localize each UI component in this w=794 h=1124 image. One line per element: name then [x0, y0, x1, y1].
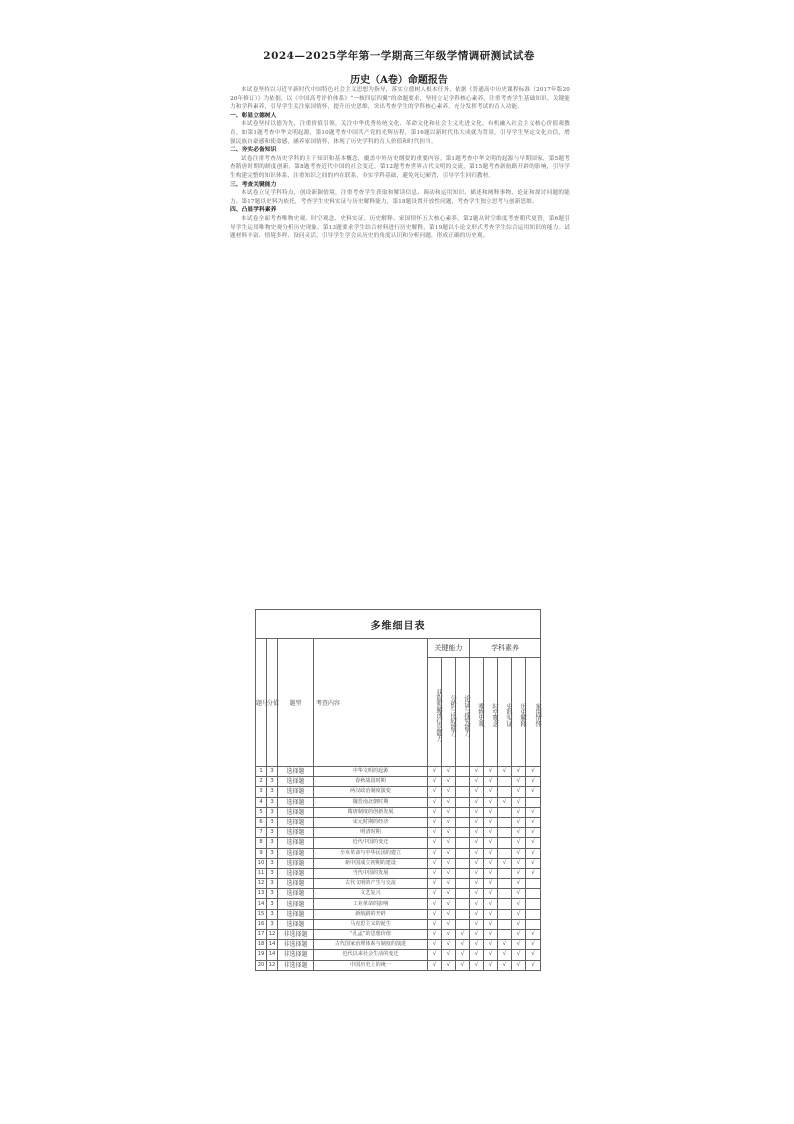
cell-content: 文艺复兴 — [314, 889, 428, 899]
table-row — [256, 930, 541, 940]
cell-check: √ — [470, 909, 484, 919]
cell-content: 明清时期 — [314, 828, 428, 838]
cell-check: √ — [512, 950, 526, 960]
cell-check: √ — [484, 797, 498, 807]
cell-check: √ — [512, 899, 526, 909]
cell-score: 3 — [267, 828, 278, 838]
cell-score: 14 — [267, 950, 278, 960]
cell-check — [498, 899, 512, 909]
cell-num: 13 — [256, 889, 267, 899]
cell-num: 5 — [256, 807, 267, 817]
cell-score: 3 — [267, 838, 278, 848]
header-group-literacy: 学科素养 — [470, 639, 541, 658]
header-ability-1: 获取和解读信息能力 — [428, 658, 442, 767]
cell-check — [456, 797, 470, 807]
cell-check: √ — [484, 848, 498, 858]
cell-check: √ — [484, 960, 498, 970]
cell-check: √ — [484, 950, 498, 960]
cell-content: 工业革命的影响 — [314, 899, 428, 909]
cell-check — [456, 889, 470, 899]
cell-check — [498, 889, 512, 899]
cell-check: √ — [512, 919, 526, 929]
table-caption: 多维细目表 — [256, 610, 541, 639]
cell-score: 3 — [267, 919, 278, 929]
cell-num: 4 — [256, 797, 267, 807]
cell-type: 选择题 — [278, 767, 314, 777]
cell-check: √ — [442, 787, 456, 797]
table-row — [256, 828, 541, 838]
table-row — [256, 817, 541, 827]
cell-check: √ — [470, 950, 484, 960]
cell-check: √ — [512, 889, 526, 899]
cell-check — [456, 899, 470, 909]
cell-check — [456, 777, 470, 787]
cell-check — [456, 838, 470, 848]
cell-check: √ — [498, 797, 512, 807]
cell-check — [498, 848, 512, 858]
cell-check: √ — [512, 817, 526, 827]
cell-check: √ — [526, 848, 541, 858]
cell-check: √ — [512, 838, 526, 848]
header-score: 分值 — [267, 639, 278, 767]
header-group-ability: 关键能力 — [428, 639, 470, 658]
cell-check: √ — [428, 909, 442, 919]
paper-title: 2024—2025学年第一学期高三年级学情调研测试试卷 — [263, 50, 535, 62]
table-row — [256, 848, 541, 858]
cell-content: 古代国家治理体系与制度的演进 — [314, 940, 428, 950]
cell-content: 马克思主义的诞生 — [314, 919, 428, 929]
cell-check: √ — [428, 889, 442, 899]
table-row — [256, 899, 541, 909]
cell-content: 近代中国的变迁 — [314, 838, 428, 848]
cell-check: √ — [526, 868, 541, 878]
cell-content: 辛亥革命与中华民国的建立 — [314, 848, 428, 858]
cell-check: √ — [512, 930, 526, 940]
cell-score: 12 — [267, 930, 278, 940]
cell-score: 3 — [267, 879, 278, 889]
cell-num: 1 — [256, 767, 267, 777]
table-row — [256, 940, 541, 950]
cell-check — [456, 919, 470, 929]
cell-check: √ — [484, 930, 498, 940]
header-literacy-3: 史料实证 — [498, 658, 512, 767]
cell-check: √ — [484, 919, 498, 929]
cell-check: √ — [526, 767, 541, 777]
cell-check: √ — [428, 817, 442, 827]
cell-check — [456, 787, 470, 797]
cell-check: √ — [498, 960, 512, 970]
cell-score: 3 — [267, 807, 278, 817]
table-row — [256, 909, 541, 919]
header-literacy-2: 时空观念 — [484, 658, 498, 767]
cell-content: 中华文明的起源 — [314, 767, 428, 777]
cell-content: 新航路的开辟 — [314, 909, 428, 919]
cell-num: 16 — [256, 919, 267, 929]
cell-check — [526, 879, 541, 889]
cell-score: 3 — [267, 787, 278, 797]
cell-check: √ — [526, 858, 541, 868]
cell-check: √ — [442, 940, 456, 950]
cell-content: 当代中国的发展 — [314, 868, 428, 878]
table-row — [256, 889, 541, 899]
cell-check: √ — [526, 930, 541, 940]
table-row — [256, 919, 541, 929]
cell-check: √ — [484, 787, 498, 797]
table-row — [256, 858, 541, 868]
cell-check: √ — [484, 777, 498, 787]
cell-content: 新中国成立初期的建设 — [314, 858, 428, 868]
cell-check: √ — [470, 817, 484, 827]
cell-score: 3 — [267, 767, 278, 777]
cell-check: √ — [512, 879, 526, 889]
cell-check — [456, 909, 470, 919]
section-heading: 三、考查关键能力 — [230, 181, 277, 188]
cell-num: 11 — [256, 868, 267, 878]
cell-score: 3 — [267, 889, 278, 899]
table-row — [256, 960, 541, 970]
report-paragraph: 本试卷立足学科特点，创设新颖情境，注重考查学生获取和解读信息、调动和运用知识、描述和阐释事物、论证和探讨问题的能力。第17题以史料为依托，考查学生史料实证与历史解释能力，第18题设置开放性问题，考查学生独立思考与创新思维。 — [230, 190, 570, 205]
table-row — [256, 868, 541, 878]
detail-table-container — [255, 609, 540, 984]
cell-check: √ — [442, 879, 456, 889]
cell-check: √ — [428, 940, 442, 950]
cell-check — [456, 848, 470, 858]
cell-check — [456, 858, 470, 868]
cell-score: 3 — [267, 909, 278, 919]
cell-check: √ — [512, 858, 526, 868]
cell-check — [498, 807, 512, 817]
table-row — [256, 950, 541, 960]
cell-check: √ — [428, 828, 442, 838]
cell-check: √ — [484, 940, 498, 950]
cell-type: 选择题 — [278, 858, 314, 868]
cell-type: 选择题 — [278, 919, 314, 929]
cell-check — [498, 777, 512, 787]
multi-dimension-table — [255, 609, 541, 971]
header-content: 考查内容 — [314, 639, 428, 767]
cell-check: √ — [512, 868, 526, 878]
cell-check: √ — [526, 950, 541, 960]
cell-check: √ — [428, 767, 442, 777]
cell-num: 10 — [256, 858, 267, 868]
cell-check — [498, 838, 512, 848]
report-paragraph: 本试卷全面考查唯物史观、时空观念、史料实证、历史解释、家国情怀五大核心素养。第2题从时空维度考查朝代更替，第6题引导学生运用唯物史观分析历史现象，第13题要求学生结合材料进行历史解释，第19题以小论文形式考查学生综合运用知识的能力。试题材料丰富、情境多样、设问灵活，引导学生学会从历史的角度认识和分析问题，形成正确的历史观。 — [230, 215, 570, 240]
header-ability-3: 论证与探究能力 — [456, 658, 470, 767]
cell-type: 选择题 — [278, 787, 314, 797]
cell-check — [456, 879, 470, 889]
cell-check: √ — [470, 767, 484, 777]
header-literacy-5: 家国情怀 — [526, 658, 541, 767]
cell-type: 非选择题 — [278, 940, 314, 950]
section-heading: 二、夯实必备知识 — [230, 147, 277, 154]
cell-type: 选择题 — [278, 817, 314, 827]
cell-check: √ — [442, 817, 456, 827]
cell-check: √ — [428, 807, 442, 817]
cell-check: √ — [442, 777, 456, 787]
cell-check — [526, 909, 541, 919]
cell-type: 选择题 — [278, 899, 314, 909]
cell-num: 7 — [256, 828, 267, 838]
cell-num: 19 — [256, 950, 267, 960]
cell-type: 选择题 — [278, 838, 314, 848]
cell-check — [498, 930, 512, 940]
cell-check: √ — [442, 950, 456, 960]
cell-check: √ — [512, 909, 526, 919]
cell-check: √ — [442, 868, 456, 878]
cell-check: √ — [512, 828, 526, 838]
cell-type: 选择题 — [278, 848, 314, 858]
cell-check: √ — [442, 858, 456, 868]
cell-check: √ — [470, 787, 484, 797]
cell-check — [526, 889, 541, 899]
cell-check — [456, 817, 470, 827]
cell-check: √ — [484, 828, 498, 838]
cell-type: 选择题 — [278, 828, 314, 838]
cell-check: √ — [484, 899, 498, 909]
cell-content: 中国历史上的统一 — [314, 960, 428, 970]
cell-check: √ — [442, 807, 456, 817]
cell-check — [526, 919, 541, 929]
cell-type: 选择题 — [278, 777, 314, 787]
report-subtitle: 历史（A卷）命题报告 — [350, 75, 448, 86]
cell-content: 古代文明的产生与交流 — [314, 879, 428, 889]
cell-type: 选择题 — [278, 879, 314, 889]
table-row — [256, 787, 541, 797]
table-row — [256, 838, 541, 848]
cell-check: √ — [442, 797, 456, 807]
cell-check: √ — [456, 960, 470, 970]
cell-check — [498, 817, 512, 827]
cell-content: 近代以来社会生活的变迁 — [314, 950, 428, 960]
cell-check — [456, 767, 470, 777]
cell-check — [498, 879, 512, 889]
cell-check — [498, 787, 512, 797]
cell-check — [498, 868, 512, 878]
cell-check: √ — [456, 950, 470, 960]
cell-check — [456, 828, 470, 838]
cell-check: √ — [512, 807, 526, 817]
cell-check: √ — [470, 828, 484, 838]
cell-content: 隋唐制度的创新发展 — [314, 807, 428, 817]
cell-check: √ — [442, 899, 456, 909]
cell-type: 选择题 — [278, 889, 314, 899]
cell-check: √ — [512, 960, 526, 970]
cell-check: √ — [470, 848, 484, 858]
cell-content: 魏晋南北朝时期 — [314, 797, 428, 807]
cell-check: √ — [442, 889, 456, 899]
cell-check: √ — [484, 889, 498, 899]
cell-check: √ — [498, 858, 512, 868]
cell-check: √ — [442, 960, 456, 970]
cell-check: √ — [442, 848, 456, 858]
cell-num: 3 — [256, 787, 267, 797]
cell-num: 20 — [256, 960, 267, 970]
cell-check: √ — [428, 879, 442, 889]
cell-check: √ — [428, 930, 442, 940]
section-heading: 一、彰显立德树人 — [230, 112, 277, 119]
cell-check: √ — [512, 767, 526, 777]
cell-check: √ — [428, 960, 442, 970]
cell-check — [498, 919, 512, 929]
table-row — [256, 777, 541, 787]
cell-check — [456, 868, 470, 878]
cell-check: √ — [470, 777, 484, 787]
cell-content: “孔孟”的思想价值 — [314, 930, 428, 940]
report-paragraph: 本试卷坚持以德为先，注重价值引领，关注中华优秀传统文化、革命文化和社会主义先进文化，有机融入社会主义核心价值观教育。如第1题考查中华文明起源，第10题考查中国共产党的光辉历程，第16题以新时代伟大成就为背景，引导学生坚定文化自信，增强民族自豪感和使命感，涵养家国情怀，体现了历史学科的育人价值和时代担当。 — [230, 121, 570, 145]
header-literacy-1: 唯物史观 — [470, 658, 484, 767]
cell-check: √ — [470, 858, 484, 868]
cell-type: 非选择题 — [278, 960, 314, 970]
header-type: 题型 — [278, 639, 314, 767]
cell-check: √ — [428, 777, 442, 787]
cell-type: 选择题 — [278, 807, 314, 817]
cell-check — [498, 828, 512, 838]
cell-check: √ — [428, 899, 442, 909]
cell-check: √ — [456, 930, 470, 940]
cell-check: √ — [428, 797, 442, 807]
cell-check: √ — [428, 950, 442, 960]
header-ability-2: 分析与比较能力 — [442, 658, 456, 767]
cell-check: √ — [442, 919, 456, 929]
cell-score: 3 — [267, 797, 278, 807]
cell-check: √ — [484, 909, 498, 919]
cell-check: √ — [526, 787, 541, 797]
cell-num: 2 — [256, 777, 267, 787]
cell-check — [456, 807, 470, 817]
cell-score: 3 — [267, 817, 278, 827]
cell-type: 选择题 — [278, 868, 314, 878]
cell-check: √ — [470, 868, 484, 878]
cell-num: 18 — [256, 940, 267, 950]
cell-check: √ — [498, 767, 512, 777]
section-heading: 四、凸显学科素养 — [230, 207, 277, 214]
cell-check: √ — [470, 889, 484, 899]
cell-check: √ — [484, 858, 498, 868]
header-num: 题号 — [256, 639, 267, 767]
cell-check: √ — [428, 919, 442, 929]
cell-check: √ — [526, 940, 541, 950]
cell-check: √ — [512, 787, 526, 797]
cell-check: √ — [484, 807, 498, 817]
cell-content: 宋元时期的经济 — [314, 817, 428, 827]
cell-content: 两汉政治制度演变 — [314, 787, 428, 797]
cell-check: √ — [428, 848, 442, 858]
cell-check: √ — [470, 879, 484, 889]
cell-check: √ — [526, 828, 541, 838]
cell-check: √ — [512, 848, 526, 858]
cell-check: √ — [484, 879, 498, 889]
cell-check: √ — [470, 807, 484, 817]
report-paragraph: 本试卷坚持以习近平新时代中国特色社会主义思想为指导，落实立德树人根本任务，依据《普通高中历史课程标准（2017年版2020年修订）》为依据，以《中国高考评价体系》“一核四层四翼”的命题要求，坚持立足学科核心素养，注重考查学生基础知识、关键能力和学科素养，引导学生关注家国情怀，提升历史思维，突出考查学生的学科核心素养，充分发挥考试的育人功能。 — [230, 87, 570, 111]
cell-check: √ — [428, 787, 442, 797]
cell-check: √ — [470, 838, 484, 848]
table-body — [256, 767, 541, 971]
cell-check: √ — [470, 919, 484, 929]
cell-check: √ — [470, 960, 484, 970]
cell-check: √ — [442, 838, 456, 848]
cell-check: √ — [498, 940, 512, 950]
cell-check: √ — [526, 960, 541, 970]
cell-check: √ — [526, 777, 541, 787]
cell-check: √ — [470, 930, 484, 940]
cell-check: √ — [512, 777, 526, 787]
cell-check: √ — [442, 930, 456, 940]
cell-type: 选择题 — [278, 797, 314, 807]
cell-check — [526, 899, 541, 909]
cell-score: 3 — [267, 777, 278, 787]
cell-check: √ — [484, 817, 498, 827]
cell-check: √ — [526, 807, 541, 817]
cell-check: √ — [470, 899, 484, 909]
cell-check: √ — [442, 767, 456, 777]
cell-num: 14 — [256, 899, 267, 909]
table-row — [256, 767, 541, 777]
cell-check: √ — [484, 767, 498, 777]
cell-score: 3 — [267, 848, 278, 858]
cell-check: √ — [442, 909, 456, 919]
header-literacy-4: 历史解释 — [512, 658, 526, 767]
cell-score: 3 — [267, 858, 278, 868]
cell-check: √ — [442, 828, 456, 838]
cell-check: √ — [456, 940, 470, 950]
cell-type: 选择题 — [278, 909, 314, 919]
cell-check — [526, 797, 541, 807]
cell-check: √ — [484, 838, 498, 848]
report-body — [230, 86, 570, 241]
cell-check: √ — [470, 797, 484, 807]
cell-check: √ — [484, 868, 498, 878]
cell-type: 非选择题 — [278, 950, 314, 960]
cell-num: 15 — [256, 909, 267, 919]
cell-score: 3 — [267, 868, 278, 878]
cell-check: √ — [428, 868, 442, 878]
cell-num: 9 — [256, 848, 267, 858]
report-paragraph: 试卷注重考查历史学科的主干知识和基本概念，覆盖中外历史纲要的重要内容。第1题考查中华文明的起源与早期国家，第5题考查隋唐时期的制度创新，第8题考查近代中国的社会变迁，第12题考查世界古代文明的交流，第15题考查新航路开辟的影响，引导学生构建完整的知识体系，注重知识之间的内在联系，夯实学科基础，避免死记硬背，引导学生回归教材。 — [230, 155, 570, 179]
cell-check: √ — [526, 838, 541, 848]
table-row — [256, 797, 541, 807]
cell-score: 3 — [267, 899, 278, 909]
cell-score: 14 — [267, 940, 278, 950]
cell-type: 非选择题 — [278, 930, 314, 940]
cell-check: √ — [512, 797, 526, 807]
cell-check: √ — [428, 858, 442, 868]
cell-check: √ — [512, 940, 526, 950]
table-row — [256, 807, 541, 817]
cell-check: √ — [470, 940, 484, 950]
cell-num: 17 — [256, 930, 267, 940]
cell-score: 12 — [267, 960, 278, 970]
cell-check — [498, 909, 512, 919]
cell-check: √ — [498, 950, 512, 960]
cell-content: 春秋战国时期 — [314, 777, 428, 787]
cell-num: 6 — [256, 817, 267, 827]
table-row — [256, 879, 541, 889]
cell-check: √ — [428, 838, 442, 848]
cell-num: 8 — [256, 838, 267, 848]
cell-check: √ — [526, 817, 541, 827]
cell-num: 12 — [256, 879, 267, 889]
